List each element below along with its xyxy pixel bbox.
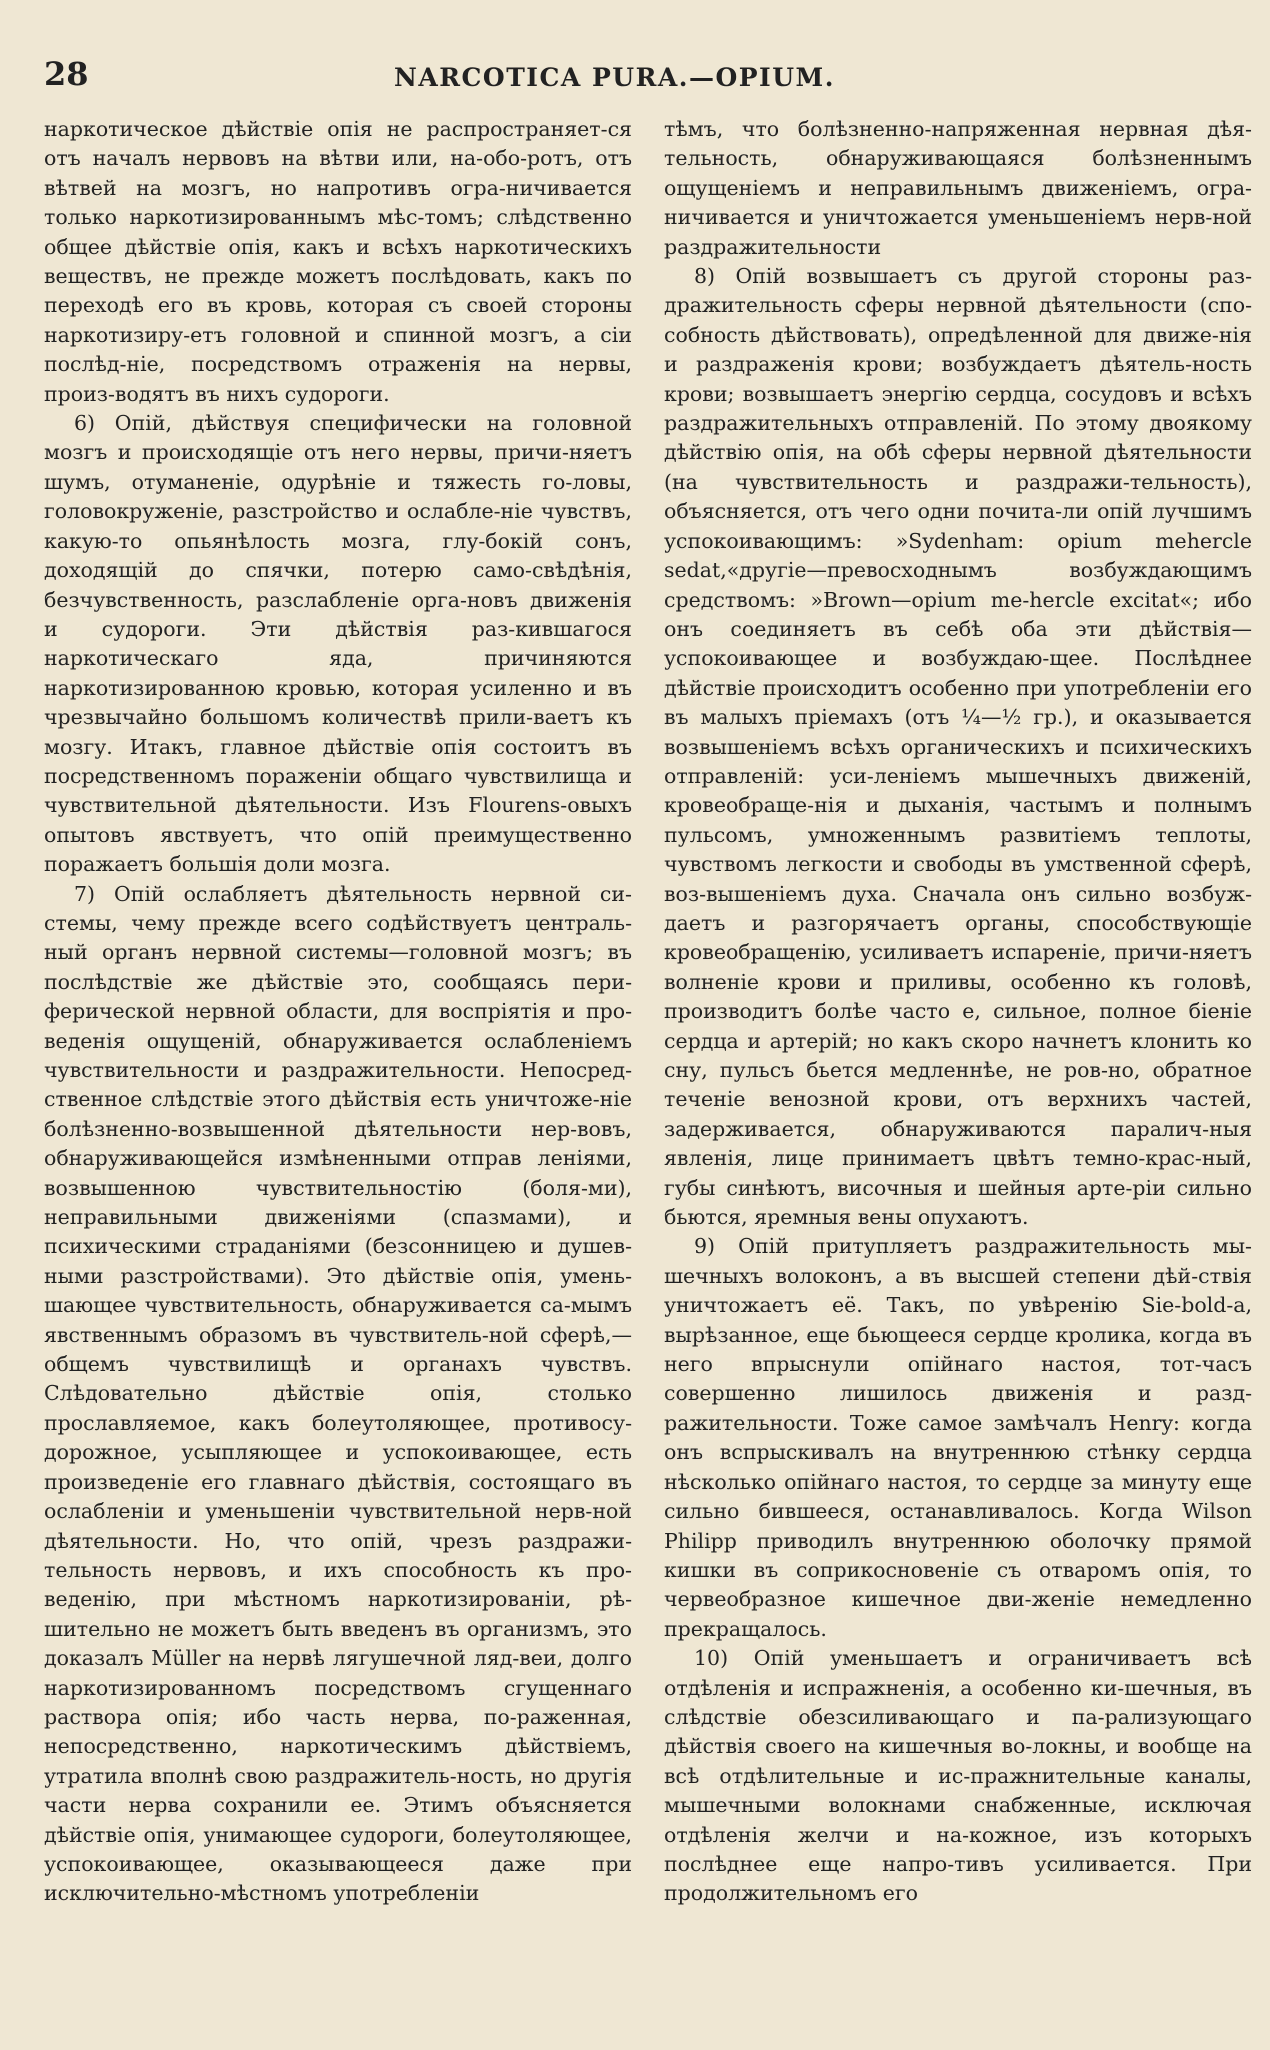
paragraph-6: 6) Опій, дѣйствуя специфически на головной мозгъ и происходящіе отъ него нервы, причи-няетъ шумъ, отуманеніе, одурѣніе и тяжесть го-ловы, головокруженіе, разстройство и ослабле-ніе чувствъ, какую-то опьянѣлость мозга, глу-бокій сонъ, доходящій до спячки, потерю само-свѣдѣнія, безчувственность, разслабленіе орга-новъ движенія и судороги. Эти дѣйствія раз-кившагося наркотическаго яда, причиняются наркотизированною кровью, которая усиленно и въ чрезвычайно большомъ количествѣ прили-ваетъ къ мозгу. Итакъ, главное дѣйствіе опія состоитъ въ посредственномъ пораженіи общаго чувствилища и чувствительной дѣятельности. Изъ Flourens-овыхъ опытовъ явствуетъ, что опій преимущественно поражаетъ большія доли мозга. <box>44 411 632 877</box>
paragraph-8: 8) Опій возвышаетъ съ другой стороны раз-дражительность сферы нервной дѣятельности (спо-собность дѣйствовать), опредѣленной для движе-нія и раздраженія крови; возбуждаетъ дѣятель-ность крови; возвышаетъ энергію сердца, сосудовъ и всѣхъ раздражительныхъ отправленій. По этому двоякому дѣйствію опія, на обѣ сферы нервной дѣятельности (на чувствительность и раздражи-тельность), объясняется, отъ чего одни почита-ли опій лучшимъ успокоивающимъ: »Sydenham: opium mehercle sedat,«другіе—превосходнымъ возбуждающимъ средствомъ: »Brown—opium me-hercle excitat«; ибо онъ соединяетъ въ себѣ оба эти дѣйствія—успокоивающее и возбуждаю-щее. Послѣднее дѣйствіе происходитъ особенно при употребленіи его въ малыхъ пріемахъ (отъ ¼—½ гр.), и оказывается возвышеніемъ всѣхъ органическихъ и психическихъ отправленій: уси-леніемъ мышечныхъ движеній, кровеобраще-нія и дыханія, частымъ и полнымъ пульсомъ, умноженнымъ развитіемъ теплоты, чувствомъ легкости и свободы въ умственной сферѣ, воз-вышеніемъ духа. Сначала онъ сильно возбуж-даетъ и разгорячаетъ органы, способствующіе кровеобращенію, усиливаетъ испареніе, причи-няетъ волненіе крови и приливы, особенно къ головѣ, производитъ болѣе часто е, сильное, полное біеніе сердца и артерій; но какъ скоро начнетъ клонить ко сну, пульсъ бьется медленнѣе, не ров-но, обратное теченіе венозной крови, отъ верхнихъ частей, задерживается, обнаруживаются паралич-ныя явленія, лице принимаетъ цвѣтъ темно-крас-ный, губы синѣютъ, височныя и шейныя арте-ріи сильно бьются, яремныя вены опухаютъ. <box>664 264 1252 1230</box>
paragraph-continuation: наркотическое дѣйствіе опія не распространяет-ся отъ началъ нервовъ на вѣтви или, на-обо-ротъ, отъ вѣтвей на мозгъ, но напротивъ огра-ничивается только наркотизированнымъ мѣс-томъ; слѣдственно общее дѣйствіе опія, какъ и всѣхъ наркотическихъ веществъ, не прежде можетъ послѣдовать, какъ по переходѣ его въ кровь, которая съ своей стороны наркотизиру-етъ головной и спинной мозгъ, а сіи послѣд-ніе, посредствомъ отраженія на нервы, произ-водятъ въ нихъ судороги. <box>44 117 632 406</box>
paragraph-10: 10) Опій уменьшаетъ и ограничиваетъ всѣ отдѣленія и испражненія, а особенно ки-шечныя, въ слѣдствіе обезсиливающаго и па-рализующаго дѣйствія своего на кишечныя во-локны, и вообще на всѣ отдѣлительные и ис-пражнительные каналы, мышечными волокнами снабженные, исключая отдѣленія желчи и на-кожное, изъ которыхъ послѣднее еще напро-тивъ усиливается. При продолжительномъ его <box>664 1646 1252 1906</box>
text-columns <box>44 115 1252 1909</box>
page-header <box>44 55 1252 115</box>
right-column <box>664 115 1252 1909</box>
running-head: NARCOTICA PURA.—OPIUM. <box>394 63 835 92</box>
paragraph-9: 9) Опій притупляетъ раздражительность мы-шечныхъ волоконъ, а въ высшей степени дѣй-ствія уничтожаетъ её. Такъ, по увѣренію Sie-bold-а, вырѣзанное, еще бьющееся сердце кролика, когда въ него впрыснули опійнаго настоя, тот-часъ совершенно лишилось движенія и разд-ражительности. Тоже самое замѣчалъ Henry: когда онъ вспрыскивалъ на внутреннюю стѣнку сердца нѣсколько опійнаго настоя, то сердце за минуту еще сильно бившееся, останавливалось. Когда Wilson Philipp приводилъ внутреннюю оболочку прямой кишки въ соприкосновеніе съ отваромъ опія, то червеобразное кишечное дви-женіе немедленно прекращалось. <box>664 1234 1252 1641</box>
paragraph-7-continuation: тѣмъ, что болѣзненно-напряженная нервная дѣя-тельность, обнаруживающаяся болѣзненнымъ ощущеніемъ и неправильнымъ движеніемъ, огра-ничивается и уничтожается уменьшеніемъ нерв-ной раздражительности <box>664 117 1252 259</box>
page-number: 28 <box>44 55 89 93</box>
left-column <box>44 115 632 1909</box>
paragraph-7: 7) Опій ослабляетъ дѣятельность нервной си-стемы, чему прежде всего содѣйствуетъ централь-ный органъ нервной системы—головной мозгъ; въ послѣдствіе же дѣйствіе это, сообщаясь пери-ферической нервной области, для воспріятія и про-веденія ощущеній, обнаруживается ослабленіемъ чувствительности и раздражительности. Непосред-ственное слѣдствіе этого дѣйствія есть уничтоже-ніе болѣзненно-возвышенной дѣятельности нер-вовъ, обнаруживающейся измѣненными отправ леніями, возвышенною чувствительностію (боля-ми), неправильными движеніями (спазмами), и психическими страданіями (безсонницею и душев-ными разстройствами). Это дѣйствіе опія, умень-шающее чувствительность, обнаруживается са-мымъ явственнымъ образомъ въ чувствитель-ной сферѣ,—общемъ чувствилищѣ и органахъ чувствъ. Слѣдовательно дѣйствіе опія, столько прославляемое, какъ болеутоляющее, противосу-дорожное, усыпляющее и успокоивающее, есть произведеніе его главнаго дѣйствія, состоящаго въ ослабленіи и уменьшеніи чувствительной нерв-ной дѣятельности. Но, что опій, чрезъ раздражи-тельность нервовъ, и ихъ способность къ про-веденію, при мѣстномъ наркотизированіи, рѣ-шительно не можетъ быть введенъ въ организмъ, это доказалъ Müller на нервѣ лягушечной ляд-веи, долго наркотизированномъ посредствомъ сгущеннаго раствора опія; ибо часть нерва, по-раженная, непосредственно, наркотическимъ дѣйствіемъ, утратила вполнѣ свою раздражитель-ность, но другія части нерва сохранили ее. Этимъ объясняется дѣйствіе опія, унимающее судороги, болеутоляющее, успокоивающее, оказывающееся даже при исключительно-мѣстномъ употребленіи <box>44 881 632 1906</box>
